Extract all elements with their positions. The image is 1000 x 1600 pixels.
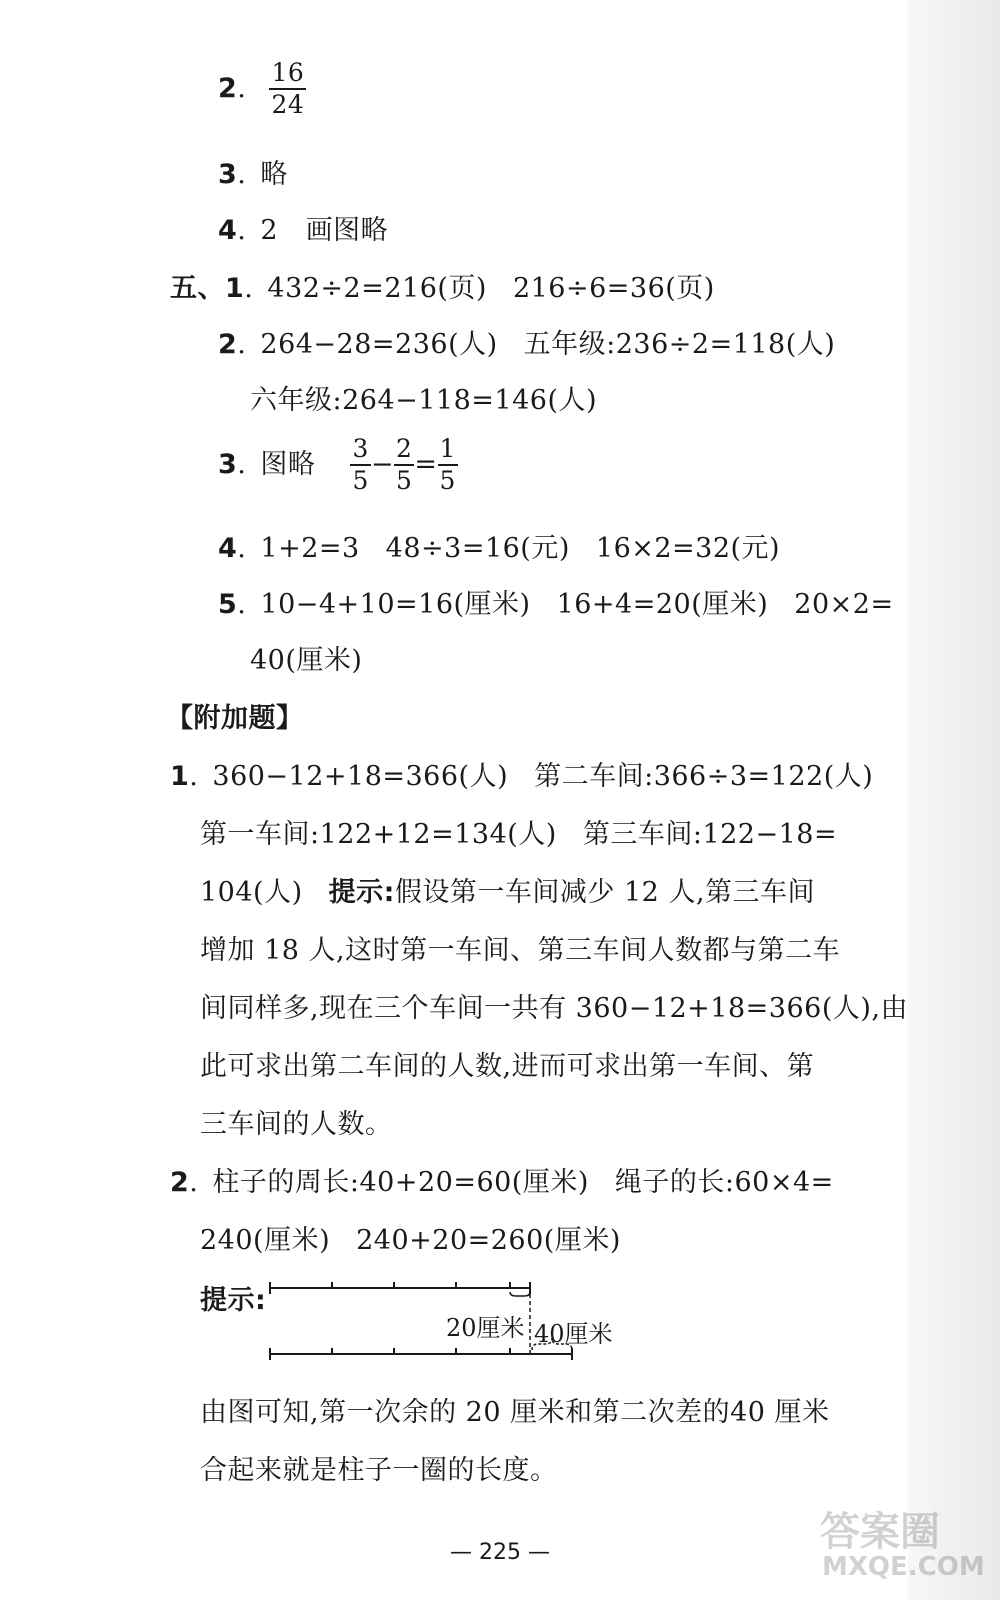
operator: = (414, 448, 438, 480)
fraction (269, 60, 306, 119)
answer-text: 五年级:236÷2=118(人) (523, 329, 836, 360)
question-number: 2 (218, 72, 238, 104)
watermark-url: MXQE.COM (822, 1552, 985, 1582)
answer-text: 432÷2=216(页) (267, 273, 487, 304)
bonus-q2-line2 (200, 1218, 621, 1257)
answer-text: 2 画图略 (260, 215, 389, 246)
watermark-logo (812, 1500, 985, 1590)
question-number: 2 (218, 329, 238, 360)
s5-q5: 5. 10−4+10=16(厘米) 16+4=20(厘米) 20×2= (218, 589, 894, 620)
watermark-text: 答案圈 (820, 1509, 940, 1555)
question-number: 1 (170, 761, 190, 792)
answer-text: 绳子的长:60×4= (614, 1167, 834, 1198)
s4-q3: 3. 略 (218, 159, 288, 190)
fraction (394, 436, 414, 495)
answer-text: 240(厘米) (200, 1225, 331, 1256)
answer-text: 104(人) (200, 877, 303, 908)
s5-q3: 3. 图略 $\frac{3}{5}$ − $\frac{2}{5}$ = $\frac{1}{5}$ (218, 434, 456, 496)
question-number: 3 (218, 448, 238, 480)
line-segment-diagram (266, 1280, 626, 1350)
answer-text: 16+4=20(厘米) (556, 589, 769, 620)
page-edge (908, 0, 1000, 1600)
denominator: 5 (396, 466, 413, 496)
s5-q1: 五、1. 432÷2=216(页) 216÷6=36(页) (170, 273, 715, 304)
bonus-q2-line4: 合起来就是柱子一圈的长度。 (200, 1455, 558, 1486)
numerator: 1 (438, 436, 458, 466)
denominator: 5 (352, 466, 369, 496)
answer-text: 240+20=260(厘米) (356, 1225, 621, 1256)
bonus-q1-line5: 间同样多,现在三个车间一共有 360−12+18=366(人),由 (200, 993, 908, 1024)
answer-text: 264−28=236(人) (260, 329, 498, 360)
label-20cm: 20厘米 (446, 1314, 525, 1342)
s4-q2: 2. $\frac{16}{24}$ (218, 58, 305, 120)
bonus-q2: 2. 柱子的周长:40+20=60(厘米) 绳子的长:60×4= (170, 1167, 834, 1198)
answer-text: 16×2=32(元) (595, 533, 781, 564)
brace-20 (510, 1292, 530, 1296)
page-number: — 225 — (450, 1540, 550, 1565)
bonus-q1-line6: 此可求出第二车间的人数,进而可求出第一车间、第 (200, 1051, 815, 1082)
numerator: 2 (394, 436, 414, 466)
question-number: 4 (218, 215, 238, 246)
bonus-q1: 1. 360−12+18=366(人) 第二车间:366÷3=122(人) (170, 761, 874, 792)
answer-text: 40(厘米) (250, 645, 363, 676)
bonus-q2-hint-label: 提示: (200, 1285, 267, 1316)
answer-text: 略 (260, 159, 288, 190)
denominator: 5 (439, 466, 456, 496)
s5-q4: 4. 1+2=3 48÷3=16(元) 16×2=32(元) (218, 533, 781, 564)
question-number: 1 (225, 273, 245, 304)
bonus-q1-line7: 三车间的人数。 (200, 1109, 393, 1140)
question-number: 5 (218, 589, 238, 620)
bonus-heading: 【附加题】 (166, 703, 304, 734)
bonus-q1-line4: 增加 18 人,这时第一车间、第三车间人数都与第二车 (200, 935, 841, 966)
s5-q2-cont (250, 378, 597, 417)
denominator: 24 (271, 90, 305, 120)
answer-text: 1+2=3 (260, 533, 360, 564)
operator: − (370, 448, 395, 480)
answer-text: 图略 (260, 448, 316, 480)
answer-text: 216÷6=36(页) (512, 273, 715, 304)
question-number: 2 (170, 1167, 190, 1198)
answer-text: 360−12+18=366(人) (212, 761, 509, 792)
question-number: 3 (218, 159, 238, 190)
answer-text: 20×2= (794, 589, 894, 620)
answer-text: 第二车间:366÷3=122(人) (534, 761, 874, 792)
s5-q5-cont (250, 638, 362, 677)
question-number: 4 (218, 533, 238, 564)
answer-text: 第三车间:122−18= (582, 819, 838, 850)
answer-text: 10−4+10=16(厘米) (260, 589, 531, 620)
answer-text: 六年级:264−118=146(人) (250, 385, 598, 416)
label-40cm: 40厘米 (534, 1320, 613, 1348)
bonus-q1-line2 (200, 812, 837, 851)
numerator: 16 (269, 60, 306, 90)
hint-label: 提示: (328, 877, 395, 908)
bonus-q1-line3 (200, 870, 815, 909)
answer-text: 柱子的周长:40+20=60(厘米) (212, 1167, 589, 1198)
s4-q4: 4. 2 画图略 (218, 215, 389, 246)
bonus-q2-line3: 由图可知,第一次余的 20 厘米和第二次差的40 厘米 (200, 1397, 830, 1428)
numerator: 3 (350, 436, 370, 466)
answer-text: 第一车间:122+12=134(人) (200, 819, 557, 850)
fraction (438, 436, 458, 495)
hint-text: 假设第一车间减少 12 人,第三车间 (394, 877, 816, 908)
answer-text: 48÷3=16(元) (385, 533, 570, 564)
s5-q2: 2. 264−28=236(人) 五年级:236÷2=118(人) (218, 329, 836, 360)
fraction (350, 436, 370, 495)
section-label: 五、 (170, 273, 225, 304)
